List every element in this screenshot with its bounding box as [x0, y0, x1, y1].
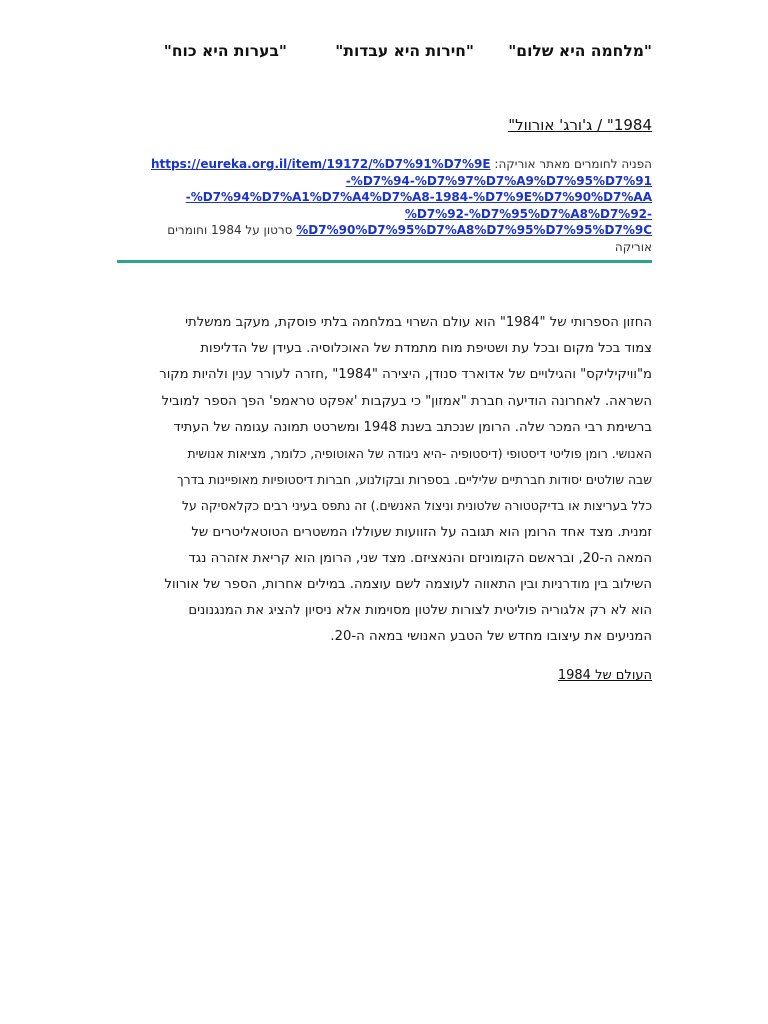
body-line: כלל בעריצות או בדיקטטורה שלטונית וניצול האנשים.) זה נתפס בעיני רבים כקלאסיקה על [181, 498, 652, 514]
reference-suffix: סרטון על 1984 וחומרים [167, 223, 293, 237]
reference-line-6: אוריקה [614, 239, 652, 254]
references-block [117, 156, 652, 255]
body-line: המאה ה-20, ובראשם הקומוניזם והנאציזם. מצד שני, הרומן הוא קריאת אזהרה נגד [188, 550, 652, 566]
eureka-link-cont-4[interactable]: %D7%90%D7%95%D7%A8%D7%95%D7%95%D7%9C [296, 223, 652, 237]
slogans-header [117, 42, 652, 66]
body-line: צמוד בכל מקום ובכל עת ושטיפת מוח מתמדת של האוכלוסיה. בעידן של הדליפות [200, 341, 652, 357]
reference-line-1 [117, 156, 652, 173]
reference-line-4 [117, 206, 652, 223]
eureka-link-cont-3[interactable]: %D7%92-%D7%95%D7%A8%D7%92- [404, 206, 652, 221]
document-page [117, 0, 652, 1024]
body-line: הוא לא רק אלגוריה פוליטית לצורות שלטון מסוימות אלא ניסיון להציג את המנגנונים [188, 603, 652, 619]
body-line: המניעים את עיצובו מחדש של הטבע האנושי במאה ה-20. [330, 629, 652, 645]
reference-line-5 [117, 222, 652, 239]
reference-line-2 [117, 173, 652, 190]
body-line: ברשימת רבי המכר שלה. הרומן שנכתב בשנת 1948 ומשרטט תמונה עגומה של העתיד [173, 419, 652, 435]
body-line: השילוב בין מודרניות ובין התאווה לעוצמה לשם עוצמה. במילים אחרות, הספר של אורוול [164, 577, 652, 593]
eureka-link-cont-1[interactable]: -%D7%94-%D7%97%D7%A9%D7%95%D7%91 [345, 173, 652, 188]
body-line: שבה שולטים יסודות חברתיים שליליים. בספרות ובקולנוע, חברות דיסטופיות מאופיינות בדרך [176, 472, 652, 488]
reference-prefix: הפניה לחומרים מאתר אוריקה: [494, 157, 652, 171]
body-line: החזון הספרותי של "1984" הוא עולם השרוי במלחמה בלתי פוסקת, מעקב ממשלתי [185, 315, 652, 330]
eureka-link[interactable]: https://eureka.org.il/item/19172/%D7%91%D7%9E [151, 157, 491, 171]
slogan-war-is-peace: "מלחמה היא שלום" [508, 42, 652, 60]
section-link-world-of-1984[interactable]: העולם של 1984 [557, 668, 652, 683]
body-line: זמנית. מצד אחד הרומן הוא תגובה על הזוועות שעוללו המשטרים הטוטאליטרים של [191, 524, 652, 540]
reference-line-3 [117, 189, 652, 206]
body-line: השראה. לאחרונה הודיעה חברת "אמזון" כי בעקבות 'אפקט טראמפ' הפך הספר למוביל [161, 393, 652, 409]
body-paragraph [117, 310, 652, 651]
document-title: 1984" / ג'ורג' אורוול" [508, 116, 652, 134]
body-line: מ"וויקיליקס" והגילויים של אדוארד סנודן, היצירה "1984" ,חזרה לעורר ענין ולהיות מקור [159, 367, 652, 383]
eureka-link-cont-2[interactable]: -%D7%94%D7%A1%D7%A4%D7%A8-1984-%D7%9E%D7%90%D7%AA [185, 190, 652, 204]
section-divider [117, 260, 652, 263]
slogan-freedom-is-slavery: "חירות היא עבדות" [335, 42, 474, 60]
body-line: האנושי. רומן פוליטי דיסטופי (דיסטופיה -היא ניגודה של האוטופיה, כלומר, מציאות אנושית [187, 446, 652, 462]
slogan-ignorance-is-strength: "בערות היא כוח" [163, 42, 287, 60]
